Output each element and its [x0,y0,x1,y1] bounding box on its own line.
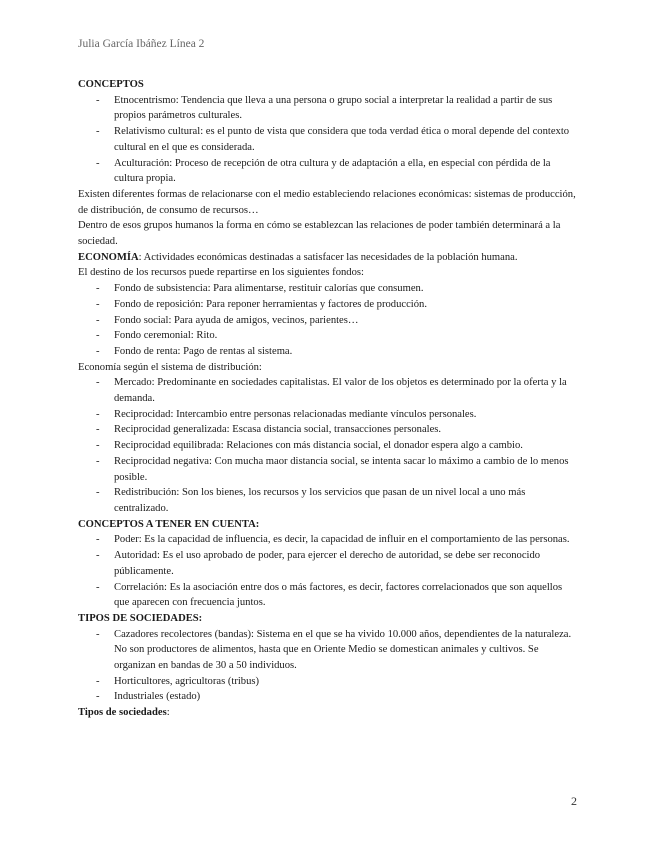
list-item: - Etnocentrismo: Tendencia que lleva a una persona o grupo social a interpretar la realidad a partir de sus propios parámetros culturales. [78,93,578,124]
tipos-suffix: : [166,707,170,719]
paragraph-destino-intro: El destino de los recursos puede repartirse en los siguientes fondos: [78,267,364,279]
list-item: - Cazadores recolectores (bandas): Sistema en el que se ha vivido 10.000 años, dependientes de la naturaleza. No son productores de alimentos, hasta que en Oriente Medio se domestican animales y cultivos. Se organizan en bandas de 30 a 50 individuos. [78,627,578,674]
conceptos-cuenta-list [78,532,578,611]
list-item: - Fondo de subsistencia: Para alimentarse, restituir calorías que consumen. [78,281,578,297]
list-item: - Relativismo cultural: es el punto de vista que considera que toda verdad ética o moral depende del contexto cultural en el que es considerada. [78,124,578,155]
list-item: - Reciprocidad generalizada: Escasa distancia social, transacciones personales. [78,422,578,438]
paragraph-economia [78,250,578,266]
conceptos-list [78,93,578,187]
document-body [78,77,578,721]
list-item: - Fondo social: Para ayuda de amigos, vecinos, parientes… [78,313,578,329]
tipos-term: Tipos de sociedades [78,707,167,719]
list-item: - Fondo de renta: Pago de rentas al sistema. [78,344,578,360]
list-item: - Redistribución: Son los bienes, los recursos y los servicios que pasan de un nivel local a uno más centralizado. [78,485,578,516]
list-item: - Correlación: Es la asociación entre dos o más factores, es decir, factores correlacionados que son aquellos que aparecen con frecuencia juntos. [78,580,578,611]
section-title-tipos: TIPOS DE SOCIEDADES: [78,612,203,624]
paragraph-distribucion-intro: Economía según el sistema de distribución: [78,361,262,373]
paragraph-intro-2: Dentro de esos grupos humanos la forma en cómo se establezcan las relaciones de poder también determinará a la sociedad. [78,220,561,248]
list-item: - Reciprocidad equilibrada: Relaciones con más distancia social, el donador espera algo a cambio. [78,438,578,454]
list-item: - Autoridad: Es el uso aprobado de poder, para ejercer el derecho de autoridad, se debe ser reconocido públicamente. [78,548,578,579]
list-item: - Industriales (estado) [78,689,578,705]
list-item: - Poder: Es la capacidad de influencia, es decir, la capacidad de influir en el comportamiento de las personas. [78,532,578,548]
economia-term: ECONOMÍA [78,251,139,263]
list-item: - Aculturación: Proceso de recepción de otra cultura y de adaptación a ella, en especial con pérdida de la cultura propia. [78,156,578,187]
list-item: - Reciprocidad negativa: Con mucha maor distancia social, se intenta sacar lo máximo a cambio de lo menos posible. [78,454,578,485]
list-item: - Reciprocidad: Intercambio entre personas relacionadas mediante vínculos personales. [78,407,578,423]
page-header: Julia García Ibáñez Línea 2 [78,38,205,50]
list-item: - Horticultores, agricultoras (tribus) [78,674,578,690]
section-title-conceptos: CONCEPTOS [78,79,144,90]
section-title-conceptos-cuenta: CONCEPTOS A TENER EN CUENTA: [78,518,260,530]
list-item: - Mercado: Predominante en sociedades capitalistas. El valor de los objetos es determinado por la oferta y la demanda. [78,375,578,406]
page-number: 2 [571,794,577,808]
list-item: - Fondo ceremonial: Rito. [78,328,578,344]
distribucion-list [78,375,578,516]
list-item: - Fondo de reposición: Para reponer herramientas y factores de producción. [78,297,578,313]
paragraph-intro-1: Existen diferentes formas de relacionarse con el medio estableciendo relaciones económicas: sistemas de producción, de distribución, de consumo de recursos… [78,188,576,216]
tipos-list [78,627,578,706]
fondos-list [78,281,578,360]
economia-definition: : Actividades económicas destinadas a satisfacer las necesidades de la población humana. [138,251,518,263]
paragraph-tipos-sociedades [78,705,578,721]
